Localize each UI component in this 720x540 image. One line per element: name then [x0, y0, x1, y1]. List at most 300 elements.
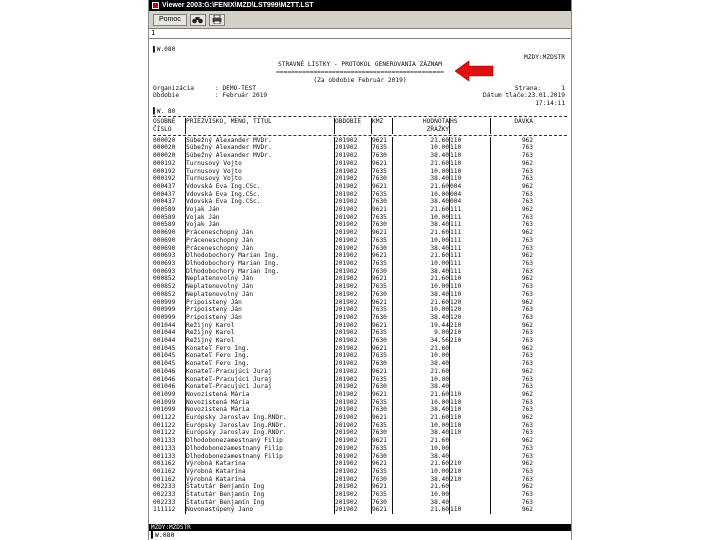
col-davka: DÁVKA — [490, 118, 533, 126]
print-button[interactable] — [209, 14, 225, 26]
cell-obdobie: 201902 — [334, 183, 371, 191]
period-label: Obdobie — [153, 92, 180, 100]
table-row — [149, 368, 571, 376]
cell-osobne: 000437 — [153, 198, 176, 206]
cell-kmz: 7630 — [371, 453, 392, 461]
cell-osobne: 001044 — [153, 321, 176, 329]
cell-davka: 962 — [490, 206, 533, 214]
cell-davka: 763 — [490, 376, 533, 384]
cell-kmz: 7630 — [371, 291, 392, 299]
cell-hs — [449, 368, 490, 376]
cell-name: Štatutár Benjamín Ing — [185, 499, 334, 507]
table-row — [149, 406, 571, 414]
cell-name: Výrobná Katarína — [185, 460, 334, 468]
cell-kmz: 7630 — [371, 337, 392, 345]
cell-davka: 962 — [490, 229, 533, 237]
page-value: 1 — [561, 84, 565, 92]
printer-icon — [212, 15, 222, 24]
cell-obdobie: 201902 — [334, 468, 371, 476]
cell-hs: 111 — [449, 245, 490, 253]
cell-obdobie: 201902 — [334, 221, 371, 229]
cell-osobne: 000589 — [153, 206, 176, 214]
cell-kmz: 9621 — [371, 160, 392, 168]
cell-name: Konateľ Fero Ing. — [185, 345, 334, 353]
cell-osobne: 001046 — [153, 383, 176, 391]
cell-kmz: 7635 — [371, 168, 392, 176]
cell-hs: 004 — [449, 183, 490, 191]
cell-hodnota: 10.00 — [392, 376, 449, 384]
cell-kmz: 7630 — [371, 360, 392, 368]
window-title: Viewer 2003:G:\FENIX\MZD\LST999\MZTT.LST — [162, 2, 314, 9]
cell-hodnota: 21.60 — [392, 206, 449, 214]
cell-kmz: 7635 — [371, 283, 392, 291]
col-name: PRIEZVISKO, MENO, TITUL — [185, 118, 334, 126]
cell-obdobie: 201902 — [334, 137, 371, 145]
cell-obdobie: 201902 — [334, 506, 371, 514]
cell-obdobie: 201902 — [334, 144, 371, 152]
cell-hs: 210 — [449, 460, 490, 468]
cell-osobne: 001162 — [153, 460, 176, 468]
report-content[interactable] — [149, 46, 571, 524]
cell-hodnota: 21.60 — [392, 160, 449, 168]
cell-kmz: 7630 — [371, 476, 392, 484]
cell-hodnota: 10.00 — [392, 422, 449, 430]
col-cislo: ČÍSLO — [153, 126, 172, 134]
cell-obdobie: 201902 — [334, 314, 371, 322]
cell-obdobie: 201902 — [334, 345, 371, 353]
table-row — [149, 160, 571, 168]
cell-osobne: 001099 — [153, 390, 176, 398]
cell-hs: 110 — [449, 429, 490, 437]
cell-davka: 763 — [490, 306, 533, 314]
w80-marker: ▌W. 80 — [153, 107, 176, 115]
cell-hs: 210 — [449, 468, 490, 476]
cell-osobne: 000693 — [153, 259, 176, 267]
cell-hs: 111 — [449, 221, 490, 229]
cell-name: Novozistená Mária — [185, 391, 334, 399]
cell-osobne: 000192 — [153, 167, 176, 175]
cell-obdobie: 201902 — [334, 283, 371, 291]
cell-hs: 210 — [449, 476, 490, 484]
cell-hodnota: 21.60 — [392, 391, 449, 399]
cell-obdobie: 201902 — [334, 160, 371, 168]
cell-hodnota: 9.00 — [392, 329, 449, 337]
cell-hodnota: 38.40 — [392, 245, 449, 253]
cell-osobne: 001122 — [153, 421, 176, 429]
cell-osobne: 000693 — [153, 252, 176, 260]
cell-kmz: 9621 — [371, 506, 392, 514]
cell-obdobie: 201902 — [334, 168, 371, 176]
cell-osobne: 002233 — [153, 483, 176, 491]
cell-hs — [449, 437, 490, 445]
cell-obdobie: 201902 — [334, 460, 371, 468]
cell-osobne: 001046 — [153, 375, 176, 383]
cell-name: Štatutár Benjamín Ing — [185, 483, 334, 491]
cell-hodnota: 21.60 — [392, 252, 449, 260]
cell-kmz: 7630 — [371, 383, 392, 391]
table-header-2 — [149, 126, 571, 134]
cell-davka: 763 — [490, 144, 533, 152]
cell-hodnota: 10.00 — [392, 352, 449, 360]
cell-davka: 962 — [490, 460, 533, 468]
table-row — [149, 206, 571, 214]
cell-obdobie: 201902 — [334, 376, 371, 384]
cell-kmz: 9621 — [371, 368, 392, 376]
org-value: : DEMO-TEST — [215, 84, 256, 92]
cell-kmz: 7630 — [371, 429, 392, 437]
cell-hs: 210 — [449, 329, 490, 337]
cell-hs: 111 — [449, 260, 490, 268]
cell-kmz: 9621 — [371, 483, 392, 491]
cell-hs: 111 — [449, 252, 490, 260]
cell-hs: 111 — [449, 268, 490, 276]
cell-kmz: 7635 — [371, 422, 392, 430]
col-osobne: OSOBNÉ — [153, 118, 176, 126]
table-row — [149, 437, 571, 445]
cell-kmz: 7635 — [371, 352, 392, 360]
cell-osobne: 001046 — [153, 367, 176, 375]
table-row — [149, 175, 571, 183]
cell-kmz: 9621 — [371, 275, 392, 283]
cell-osobne: 000690 — [153, 229, 176, 237]
cell-kmz: 9621 — [371, 229, 392, 237]
cell-davka: 962 — [490, 252, 533, 260]
cell-hs: 110 — [449, 152, 490, 160]
cell-name: Súbežný Alexander MVDr. — [185, 137, 334, 145]
table-row — [149, 345, 571, 353]
cell-name: Dlhodobonezamestnaný Filip — [185, 445, 334, 453]
col-kmz: KMZ — [371, 118, 392, 126]
cell-hs: 111 — [449, 206, 490, 214]
cell-hs: 120 — [449, 306, 490, 314]
col-hs: HS — [449, 118, 490, 126]
cell-hodnota: 38.40 — [392, 291, 449, 299]
cell-hs: 111 — [449, 237, 490, 245]
cell-name: Súbežný Alexander MVDr. — [185, 144, 334, 152]
cell-name: Turnusový Vojto — [185, 168, 334, 176]
table-row — [149, 483, 571, 491]
help-button[interactable]: Pomoc — [153, 14, 187, 26]
cell-davka: 763 — [490, 314, 533, 322]
cell-kmz: 7635 — [371, 399, 392, 407]
report-top-cmd: ▌W.080 — [153, 46, 176, 53]
cell-davka: 763 — [490, 237, 533, 245]
cell-name: Konateľ-Pracujúci Juraj — [185, 383, 334, 391]
cell-name: Súbežný Alexander MVDr. — [185, 152, 334, 160]
search-button[interactable] — [190, 14, 206, 26]
table-row — [149, 144, 571, 152]
cell-kmz: 7630 — [371, 268, 392, 276]
table-row — [149, 198, 571, 206]
cell-kmz: 9621 — [371, 460, 392, 468]
cell-davka: 763 — [490, 291, 533, 299]
table-row — [149, 391, 571, 399]
toolbar — [149, 11, 571, 29]
cell-davka: 763 — [490, 476, 533, 484]
cell-hodnota: 21.60 — [392, 183, 449, 191]
cell-osobne: 001133 — [153, 452, 176, 460]
cell-davka: 962 — [490, 391, 533, 399]
table-row — [149, 237, 571, 245]
cell-kmz: 7635 — [371, 260, 392, 268]
cell-obdobie: 201902 — [334, 275, 371, 283]
cell-name: Konateľ Fero Ing. — [185, 352, 334, 360]
cell-kmz: 7635 — [371, 144, 392, 152]
cell-hodnota: 19.44 — [392, 322, 449, 330]
cell-davka: 763 — [490, 337, 533, 345]
cell-hodnota: 10.00 — [392, 214, 449, 222]
col-hodnota: HODNOTA — [392, 118, 449, 126]
cell-obdobie: 201902 — [334, 337, 371, 345]
cell-obdobie: 201902 — [334, 152, 371, 160]
cell-name: Dlhodobonezamestnaný Filip — [185, 437, 334, 445]
cell-hodnota: 21.60 — [392, 299, 449, 307]
cell-obdobie: 201902 — [334, 198, 371, 206]
cell-hs — [449, 491, 490, 499]
table-row — [149, 183, 571, 191]
cell-hodnota: 38.40 — [392, 453, 449, 461]
status-bar: MZDY:MZDSTR — [149, 524, 571, 531]
cell-hodnota: 38.40 — [392, 268, 449, 276]
cell-hodnota: 21.60 — [392, 437, 449, 445]
cell-osobne: 000192 — [153, 175, 176, 183]
cell-kmz: 7630 — [371, 221, 392, 229]
cell-kmz: 9621 — [371, 137, 392, 145]
cell-hs: 004 — [449, 191, 490, 199]
table-row — [149, 260, 571, 268]
cell-obdobie: 201902 — [334, 437, 371, 445]
cell-obdobie: 201902 — [334, 406, 371, 414]
cell-hodnota: 10.00 — [392, 191, 449, 199]
cell-hodnota: 10.00 — [392, 260, 449, 268]
cell-obdobie: 201902 — [334, 391, 371, 399]
table-row — [149, 275, 571, 283]
cell-hodnota: 10.00 — [392, 399, 449, 407]
cell-obdobie: 201902 — [334, 414, 371, 422]
cell-davka: 962 — [490, 345, 533, 353]
table-row — [149, 360, 571, 368]
cell-name: Práceneschopný Ján — [185, 229, 334, 237]
table-body — [149, 137, 571, 514]
cell-name: Práceneschopný Ján — [185, 237, 334, 245]
table-row — [149, 506, 571, 514]
cell-osobne: 000852 — [153, 275, 176, 283]
viewer-window — [148, 0, 572, 540]
cell-hodnota: 38.40 — [392, 360, 449, 368]
cell-osobne: 001045 — [153, 352, 176, 360]
cell-obdobie: 201902 — [334, 252, 371, 260]
cell-davka: 962 — [490, 183, 533, 191]
table-row — [149, 152, 571, 160]
report-subtitle: (Za obdobie Február 2019) — [313, 76, 407, 84]
cell-davka: 763 — [490, 360, 533, 368]
cell-hodnota: 21.60 — [392, 483, 449, 491]
col-zrazky: ZŘÁŽKY — [392, 126, 449, 134]
cell-hs: 110 — [449, 283, 490, 291]
cell-davka: 962 — [490, 506, 533, 514]
cell-name: Turnusový Vojto — [185, 160, 334, 168]
cell-hs — [449, 445, 490, 453]
cell-obdobie: 201902 — [334, 453, 371, 461]
cell-name: Európsky Jaroslav Ing.RNDr. — [185, 422, 334, 430]
cell-osobne: 000690 — [153, 244, 176, 252]
cell-kmz: 9621 — [371, 252, 392, 260]
cell-kmz: 7635 — [371, 376, 392, 384]
cell-obdobie: 201902 — [334, 483, 371, 491]
cell-davka: 763 — [490, 491, 533, 499]
command-line[interactable]: 1 — [149, 29, 571, 39]
cell-osobne: 111112 — [153, 506, 176, 514]
cell-kmz: 7635 — [371, 214, 392, 222]
cell-name: Konateľ-Pracujúci Juraj — [185, 376, 334, 384]
cell-kmz: 7630 — [371, 175, 392, 183]
cell-davka: 763 — [490, 352, 533, 360]
cell-name: Európsky Jaroslav Ing.RNDr. — [185, 429, 334, 437]
cell-obdobie: 201902 — [334, 499, 371, 507]
cell-kmz: 9621 — [371, 206, 392, 214]
cell-osobne: 001133 — [153, 437, 176, 445]
cell-kmz: 7635 — [371, 491, 392, 499]
print-time: 17:14:11 — [535, 99, 565, 107]
cell-osobne: 002233 — [153, 491, 176, 499]
cell-hodnota: 21.60 — [392, 414, 449, 422]
cell-davka: 962 — [490, 137, 533, 145]
table-row — [149, 337, 571, 345]
cell-osobne: 000589 — [153, 221, 176, 229]
cell-kmz: 9621 — [371, 414, 392, 422]
cell-name: Novonastúpený Jano — [185, 506, 334, 514]
col-obdobie: OBDOBIE — [334, 118, 371, 126]
cell-hodnota: 38.40 — [392, 152, 449, 160]
cell-osobne: 000020 — [153, 152, 176, 160]
cell-name: Novozistená Mária — [185, 406, 334, 414]
cell-obdobie: 201902 — [334, 206, 371, 214]
cell-hs: 110 — [449, 160, 490, 168]
cell-hodnota: 38.40 — [392, 175, 449, 183]
cell-kmz: 7630 — [371, 314, 392, 322]
cell-davka: 763 — [490, 152, 533, 160]
cell-davka: 962 — [490, 322, 533, 330]
cell-name: Pripoistený Ján — [185, 306, 334, 314]
cell-hs: 110 — [449, 168, 490, 176]
cell-davka: 763 — [490, 198, 533, 206]
cell-davka: 763 — [490, 268, 533, 276]
cell-obdobie: 201902 — [334, 476, 371, 484]
cell-kmz: 7630 — [371, 198, 392, 206]
table-row — [149, 306, 571, 314]
cell-davka: 763 — [490, 260, 533, 268]
cell-kmz: 7635 — [371, 468, 392, 476]
binoculars-icon — [192, 16, 203, 24]
cell-osobne: 000020 — [153, 144, 176, 152]
cell-hs — [449, 383, 490, 391]
cell-hs — [449, 352, 490, 360]
cell-kmz: 7635 — [371, 306, 392, 314]
cell-hodnota: 38.40 — [392, 221, 449, 229]
cell-hs: 120 — [449, 299, 490, 307]
cell-osobne: 000020 — [153, 136, 176, 144]
cell-hs: 110 — [449, 406, 490, 414]
cell-name: Vdovská Eva Ing.CSc. — [185, 198, 334, 206]
cell-davka: 763 — [490, 399, 533, 407]
cell-hodnota: 21.60 — [392, 229, 449, 237]
cell-obdobie: 201902 — [334, 299, 371, 307]
cell-osobne: 001044 — [153, 337, 176, 345]
report-title: STRAVNÉ LÍSTKY - PROTOKOL GENEROVANIA ZÁZNAM — [278, 61, 442, 69]
cell-davka: 763 — [490, 329, 533, 337]
cell-hodnota: 21.60 — [392, 275, 449, 283]
cell-hodnota: 34.56 — [392, 337, 449, 345]
table-row — [149, 229, 571, 237]
cell-hodnota: 38.40 — [392, 314, 449, 322]
cell-hs — [449, 499, 490, 507]
cell-osobne: 001099 — [153, 398, 176, 406]
cell-davka: 763 — [490, 422, 533, 430]
cell-davka: 962 — [490, 299, 533, 307]
cell-name: Výrobná Katarína — [185, 476, 334, 484]
cell-name: Novozistená Mária — [185, 399, 334, 407]
cell-osobne: 001045 — [153, 344, 176, 352]
cell-kmz: 7635 — [371, 329, 392, 337]
table-row — [149, 291, 571, 299]
cell-obdobie: 201902 — [334, 260, 371, 268]
cell-name: Dlhodobonezamestnaný Filip — [185, 453, 334, 461]
cell-osobne: 001045 — [153, 360, 176, 368]
table-row — [149, 414, 571, 422]
cell-obdobie: 201902 — [334, 214, 371, 222]
cell-hodnota: 38.40 — [392, 429, 449, 437]
cell-osobne: 000999 — [153, 313, 176, 321]
header-top-rule — [153, 116, 567, 117]
cell-obdobie: 201902 — [334, 191, 371, 199]
table-row — [149, 468, 571, 476]
cell-name: Neplatenovolný Ján — [185, 275, 334, 283]
cell-name: Dlhodobochorý Marian Ing. — [185, 252, 334, 260]
cell-name: Dlhodobochorý Marian Ing. — [185, 260, 334, 268]
cell-kmz: 7635 — [371, 445, 392, 453]
cell-hs: 111 — [449, 214, 490, 222]
cell-davka: 763 — [490, 383, 533, 391]
cell-obdobie: 201902 — [334, 429, 371, 437]
cell-name: Vdovská Eva Ing.CSc. — [185, 183, 334, 191]
cell-hodnota: 10.00 — [392, 168, 449, 176]
cell-obdobie: 201902 — [334, 383, 371, 391]
cell-davka: 763 — [490, 221, 533, 229]
table-row — [149, 329, 571, 337]
cell-obdobie: 201902 — [334, 491, 371, 499]
table-row — [149, 352, 571, 360]
cell-kmz: 7630 — [371, 245, 392, 253]
table-row — [149, 445, 571, 453]
cell-hodnota: 38.40 — [392, 406, 449, 414]
cell-osobne: 000589 — [153, 213, 176, 221]
cell-hodnota: 10.00 — [392, 468, 449, 476]
cell-name: Neplatenovolný Ján — [185, 291, 334, 299]
cell-hs — [449, 483, 490, 491]
cell-davka: 962 — [490, 483, 533, 491]
cell-kmz: 7630 — [371, 152, 392, 160]
cell-davka: 763 — [490, 191, 533, 199]
cell-name: Vdovská Eva Ing.CSc. — [185, 191, 334, 199]
cell-name: Neplatenovolný Ján — [185, 283, 334, 291]
cell-hs: 110 — [449, 144, 490, 152]
cell-osobne: 001122 — [153, 414, 176, 422]
program-id: MZDY:MZDSTR — [524, 53, 565, 61]
cell-name: Režijný Karol — [185, 322, 334, 330]
cell-kmz: 7635 — [371, 237, 392, 245]
cell-name: Práceneschopný Ján — [185, 245, 334, 253]
cell-name: Európsky Jaroslav Ing.RNDr. — [185, 414, 334, 422]
